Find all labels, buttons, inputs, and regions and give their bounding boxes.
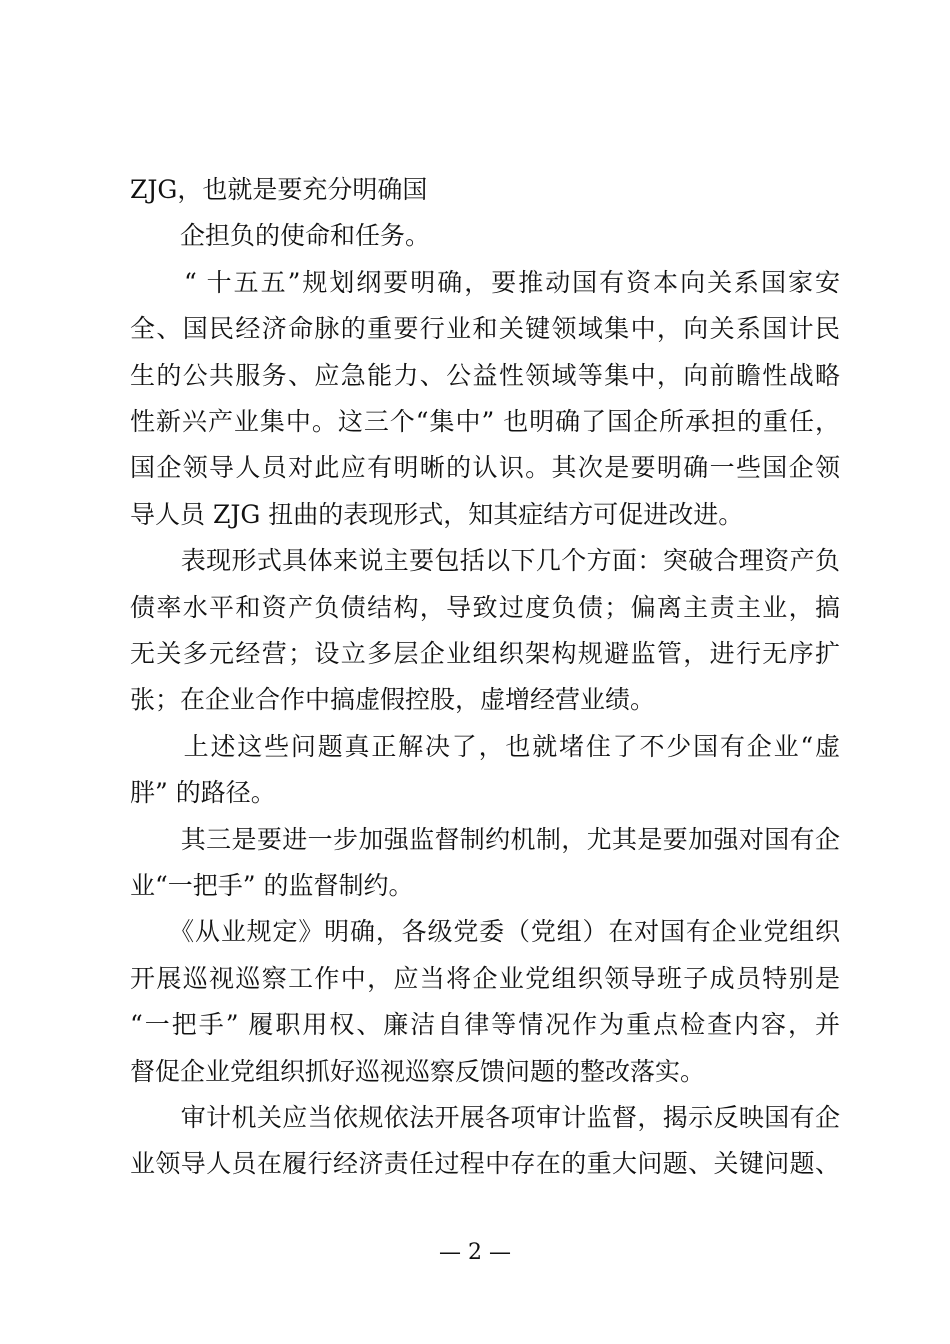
- text-line: 导人员 ZJG 扭曲的表现形式，知其症结方可促进改进。: [130, 499, 744, 529]
- text-line: 督促企业党组织抓好巡视巡察反馈问题的整改落实。: [130, 1056, 706, 1086]
- text-line: 开展巡视巡察工作中，应当将企业党组织领导班子成员特别是: [130, 963, 840, 993]
- text-line: 国企领导人员对此应有明晰的认识。其次是要明确一些国企领: [130, 453, 840, 483]
- text-line: 全、国民经济命脉的重要行业和关键领域集中，向关系国计民: [130, 314, 840, 344]
- text-line: 生的公共服务、应急能力、公益性领域等集中，向前瞻性战略: [130, 360, 840, 390]
- text-line: 《从业规定》明确，各级党委（党组）在对国有企业党组织: [130, 917, 840, 947]
- text-line: ZJG，也就是要充分明确国: [130, 175, 428, 204]
- text-line: 上述这些问题真正解决了，也就堵住了不少国有企业“虚: [130, 731, 840, 761]
- text-line: “ 十五五”规划纲要明确，要推动国有资本向关系国家安: [130, 267, 840, 297]
- text-line: 企担负的使命和任务。: [130, 221, 431, 251]
- text-line: “一把手” 履职用权、廉洁自律等情况作为重点检查内容，并: [130, 1010, 840, 1040]
- page-number: — 2 —: [439, 1240, 511, 1265]
- text-line: 债率水平和资产负债结构，导致过度负债；偏离主责主业，搞: [130, 592, 840, 622]
- text-line: 胖” 的路径。: [130, 778, 276, 808]
- text-line: 张；在企业合作中搞虚假控股，虚增经营业绩。: [130, 685, 656, 715]
- text-line: 性新兴产业集中。这三个“集中” 也明确了国企所承担的重任，: [130, 407, 840, 436]
- text-line: 其三是要进一步加强监督制约机制，尤其是要加强对国有企: [130, 824, 840, 854]
- text-line: 业“一把手” 的监督制约。: [130, 871, 414, 900]
- text-line: 表现形式具体来说主要包括以下几个方面：突破合理资产负: [130, 546, 840, 576]
- text-line: 审计机关应当依规依法开展各项审计监督，揭示反映国有企: [130, 1103, 840, 1132]
- text-line: 无关多元经营；设立多层企业组织架构规避监管，进行无序扩: [130, 639, 840, 668]
- text-line: 业领导人员在履行经济责任过程中存在的重大问题、关键问题、: [130, 1149, 840, 1179]
